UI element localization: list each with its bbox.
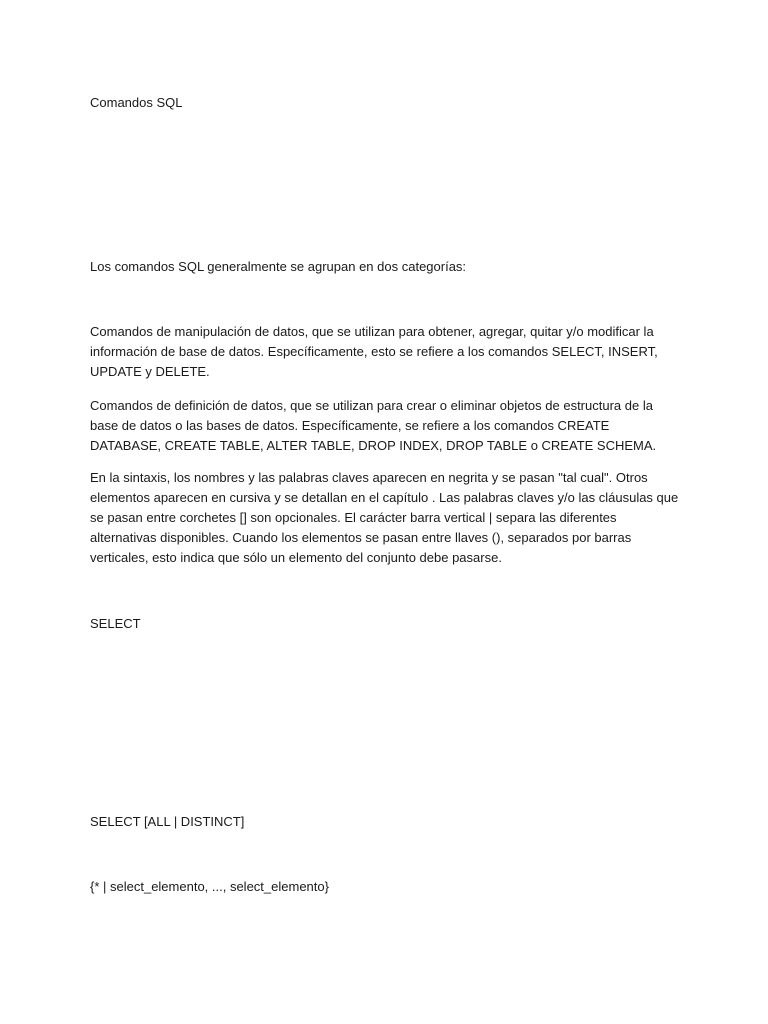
syntax-line: {* | select_elemento, ..., select_elemento} — [90, 879, 329, 894]
syntax-line: SELECT [ALL | DISTINCT] — [90, 814, 245, 829]
document-title: Comandos SQL — [90, 95, 183, 110]
paragraph-dml: Comandos de manipulación de datos, que se utilizan para obtener, agregar, quitar y/o modificar la información de base de datos. Específicamente, esto se refiere a los comandos SELECT, INSERT, UPDATE y DELETE. — [90, 324, 658, 379]
paragraph-syntax: En la sintaxis, los nombres y las palabras claves aparecen en negrita y se pasan "tal cual". Otros elementos aparecen en cursiva y se detallan en el capítulo . Las palabras claves y/o las cláusulas que se pasan entre corchetes [] son opcionales. El carácter barra vertical | separa las diferentes alternativas disponibles. Cuando los elementos se pasan entre llaves (), separados por barras verticales, esto indica que sólo un elemento del conjunto debe pasarse. — [90, 470, 679, 565]
intro-paragraph: Los comandos SQL generalmente se agrupan en dos categorías: — [90, 259, 467, 274]
paragraph-ddl: Comandos de definición de datos, que se utilizan para crear o eliminar objetos de estructura de la base de datos o las bases de datos. Específicamente, se refiere a los comandos CREATE DATABASE, CREATE TABLE, ALTER TABLE, DROP INDEX, DROP TABLE o CREATE SCHEMA. — [90, 398, 657, 453]
select-heading: SELECT — [90, 616, 141, 631]
